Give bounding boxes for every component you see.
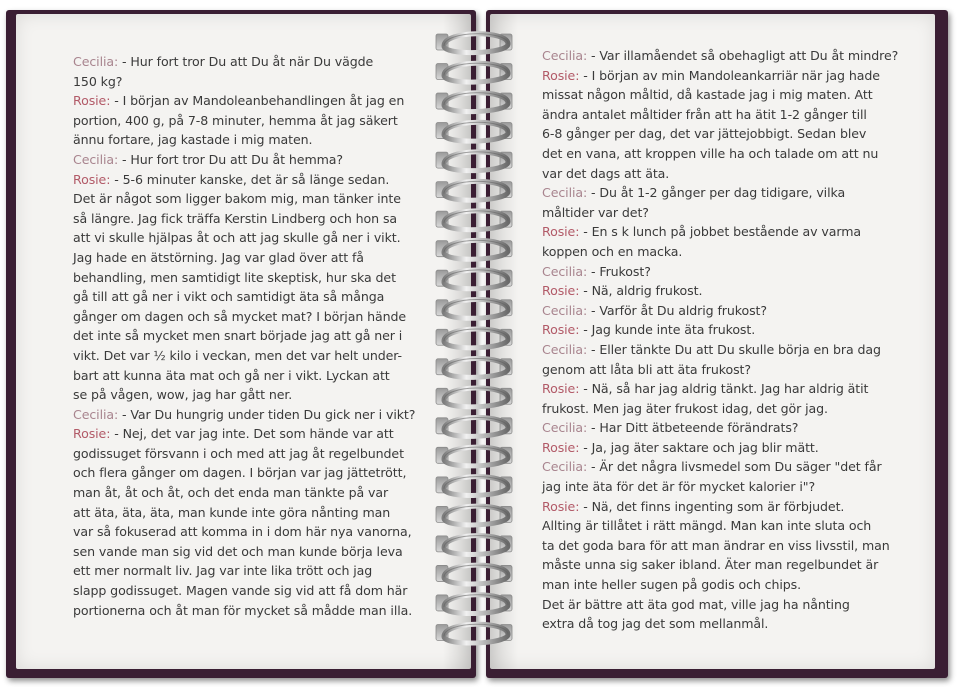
line-text: - Eller tänkte Du att Du skulle börja en bra dag xyxy=(587,341,881,357)
line-text: var så fokuserad att komma in i dom här nya vanorna, xyxy=(73,524,412,540)
speaker-label: Cecilia: xyxy=(542,459,588,475)
speaker-label: Rosie: xyxy=(73,426,111,442)
speaker-label: Cecilia: xyxy=(542,420,588,436)
line-text: - En s k lunch på jobbet bestående av varma xyxy=(579,224,861,240)
text-line xyxy=(73,326,423,346)
line-text: genom att låta bli att äta frukost? xyxy=(542,361,751,377)
spiral-ring xyxy=(436,93,512,112)
text-line xyxy=(73,130,423,150)
line-text: - Du åt 1-2 gånger per dag tidigare, vilka xyxy=(587,185,846,201)
line-text: - Nej, det var jag inte. Det som hände var att xyxy=(110,426,394,442)
line-text: och flera gånger om dagen. I början var jag jättetrött, xyxy=(73,465,407,481)
speaker-label: Cecilia: xyxy=(542,48,588,63)
text-line xyxy=(542,183,892,203)
text-line xyxy=(542,281,892,301)
line-text: gå till att gå ner i vikt och samtidigt äta så många xyxy=(73,289,385,305)
line-text: - Hur fort tror Du att Du åt när Du vägde xyxy=(118,54,374,69)
speaker-label: Cecilia: xyxy=(542,341,588,357)
text-line xyxy=(73,561,423,581)
line-text: extra då tog jag det som mellanmål. xyxy=(542,616,769,632)
spiral-ring xyxy=(436,418,512,437)
text-line xyxy=(73,170,423,190)
line-text: - Nä, så har jag aldrig tänkt. Jag har aldrig ätit xyxy=(579,381,869,397)
spiral-ring xyxy=(436,270,512,289)
line-text: portionerna och åt man för mycket så mådde man illa. xyxy=(73,602,413,618)
line-text: - Frukost? xyxy=(587,263,651,279)
line-text: portion, 400 g, på 7-8 minuter, hemma åt jag säkert xyxy=(73,112,398,128)
speaker-label: Rosie: xyxy=(542,224,580,240)
line-text: man inte heller sugen på godis och chips. xyxy=(542,577,802,593)
text-line xyxy=(542,438,892,458)
line-text: ta det goda bara för att man ändrar en viss livsstil, man xyxy=(542,537,890,553)
speaker-label: Rosie: xyxy=(542,498,580,514)
line-text: se på vågen, wow, jag har gått ner. xyxy=(73,387,293,403)
line-text: 6-8 gånger per dag, det var jättejobbigt. Sedan blev xyxy=(542,126,867,142)
line-text: - Nä, det finns ingenting som är förbjudet. xyxy=(579,498,845,514)
text-line xyxy=(542,457,892,477)
interview-text-right xyxy=(542,46,899,634)
line-text: Det är bättre att äta god mat, ville jag ha nånting xyxy=(542,596,850,612)
text-line xyxy=(73,307,423,327)
speaker-label: Cecilia: xyxy=(542,263,588,279)
line-text: ett mer normalt liv. Jag var inte lika trött och jag xyxy=(73,563,373,579)
line-text: så längre. Jag fick träffa Kerstin Lindberg och hon sa xyxy=(73,210,398,226)
line-text: - Hur fort tror Du att Du åt hemma? xyxy=(118,151,343,167)
text-line xyxy=(73,385,423,405)
spiral-ring xyxy=(436,447,512,466)
spiral-ring xyxy=(436,329,512,348)
line-text: Jag hade en ätstörning. Jag var glad över att få xyxy=(73,249,364,265)
line-text: - Nä, aldrig frukost. xyxy=(579,283,703,299)
text-line xyxy=(542,614,892,634)
line-text: - Var Du hungrig under tiden Du gick ner i vikt? xyxy=(118,406,416,422)
text-line xyxy=(542,222,892,242)
text-line xyxy=(73,542,423,562)
text-line xyxy=(542,46,899,66)
line-text: måste unna sig saker ibland. Äter man regelbundet är xyxy=(542,557,879,573)
text-line xyxy=(542,164,892,184)
spiral-ring xyxy=(436,477,512,496)
spiral-ring xyxy=(436,565,512,584)
spiral-ring xyxy=(436,63,512,82)
spiral-ring xyxy=(436,358,512,377)
text-line xyxy=(542,242,892,262)
text-line xyxy=(542,105,892,125)
spiral-binding xyxy=(434,22,522,662)
line-text: ändra antalet måltider från att ha ätit 1-2 gånger till xyxy=(542,106,867,122)
line-text: vikt. Det var ½ kilo i veckan, men det var helt under- xyxy=(73,347,402,363)
text-line xyxy=(542,379,892,399)
text-line xyxy=(73,463,423,483)
text-line xyxy=(542,418,892,438)
speaker-label: Cecilia: xyxy=(73,54,119,69)
text-line xyxy=(542,555,892,575)
text-line xyxy=(73,268,423,288)
line-text: bart att kunna äta mat och gå ner i vikt. Lyckan att xyxy=(73,367,390,383)
line-text: - Ja, jag äter saktare och jag blir mätt. xyxy=(579,439,819,455)
text-line xyxy=(542,536,892,556)
line-text: - I början av min Mandoleankarriär när jag hade xyxy=(579,67,880,83)
text-line xyxy=(542,66,892,86)
spiral-ring xyxy=(436,34,512,53)
text-line xyxy=(73,424,423,444)
text-line xyxy=(73,209,423,229)
line-text: sen vande man sig vid det och man kunde börja leva xyxy=(73,543,403,559)
line-text: - Varför åt Du aldrig frukost? xyxy=(587,302,767,318)
text-line xyxy=(542,144,892,164)
text-line xyxy=(542,340,892,360)
interview-text-left xyxy=(73,52,423,620)
line-text: ännu fortare, jag kastade i mig maten. xyxy=(73,132,313,148)
speaker-label: Rosie: xyxy=(542,381,580,397)
spiral-ring xyxy=(436,152,512,171)
text-line xyxy=(542,497,892,517)
text-line xyxy=(542,262,892,282)
line-text: - 5-6 minuter kanske, det är så länge sedan. xyxy=(110,171,390,187)
speaker-label: Cecilia: xyxy=(542,302,588,318)
line-text: jag inte äta för det är för mycket kalorier i"? xyxy=(542,479,816,495)
text-line xyxy=(73,150,423,170)
spiral-ring xyxy=(436,536,512,555)
text-line xyxy=(73,366,423,386)
text-line xyxy=(73,581,423,601)
text-line xyxy=(73,444,423,464)
line-text: att vi skulle hjälpas åt och att jag skulle gå ner i vikt. xyxy=(73,230,401,246)
text-line xyxy=(73,91,423,111)
text-line xyxy=(73,405,423,425)
spiral-ring xyxy=(436,595,512,614)
text-line xyxy=(73,503,423,523)
line-text: - Är det några livsmedel som Du säger "det får xyxy=(587,459,882,475)
text-line xyxy=(73,483,423,503)
text-line xyxy=(542,516,892,536)
text-line xyxy=(73,522,423,542)
text-line xyxy=(73,601,423,621)
line-text: måltider var det? xyxy=(542,204,649,220)
text-line xyxy=(73,346,423,366)
text-line xyxy=(542,360,892,380)
line-text: slapp godissuget. Magen vande sig vid att få dom här xyxy=(73,583,408,599)
spiral-ring xyxy=(436,624,512,643)
speaker-label: Rosie: xyxy=(542,283,580,299)
line-text: koppen och en macka. xyxy=(542,243,683,259)
line-text: godissuget försvann i och med att jag åt regelbundet xyxy=(73,445,404,461)
line-text: - Var illamåendet så obehagligt att Du åt mindre? xyxy=(587,48,899,63)
line-text: det inte så mycket men snart började jag att gå ner i xyxy=(73,328,403,344)
text-line xyxy=(73,287,423,307)
speaker-label: Cecilia: xyxy=(73,406,119,422)
speaker-label: Rosie: xyxy=(542,322,580,338)
spiral-ring xyxy=(436,388,512,407)
line-text: var det dags att äta. xyxy=(542,165,670,181)
text-line xyxy=(542,203,892,223)
text-line xyxy=(542,595,892,615)
line-text: behandling, men samtidigt lite skeptisk, hur ska det xyxy=(73,269,396,285)
text-line xyxy=(542,301,892,321)
text-line xyxy=(73,228,423,248)
text-line xyxy=(542,399,892,419)
speaker-label: Cecilia: xyxy=(73,151,119,167)
speaker-label: Rosie: xyxy=(73,93,111,109)
line-text: man åt, åt och åt, och det enda man tänkte på var xyxy=(73,485,389,501)
text-line xyxy=(73,248,423,268)
spiral-ring xyxy=(436,299,512,318)
line-text: 150 kg? xyxy=(73,73,123,89)
text-line xyxy=(542,320,892,340)
speaker-label: Rosie: xyxy=(542,439,580,455)
line-text: att äta, äta, äta, man kunde inte göra nånting man xyxy=(73,504,391,520)
text-line xyxy=(542,85,892,105)
text-line xyxy=(542,575,892,595)
line-text: gånger om dagen och så mycket mat? I början hände xyxy=(73,308,407,324)
line-text: det en vana, att kroppen ville ha och talade om att nu xyxy=(542,145,879,161)
line-text: Det är något som ligger bakom mig, man tänker inte xyxy=(73,191,401,207)
text-line xyxy=(73,189,423,209)
text-line xyxy=(73,52,423,72)
speaker-label: Cecilia: xyxy=(542,185,588,201)
line-text: - Jag kunde inte äta frukost. xyxy=(579,322,756,338)
spiral-ring xyxy=(436,240,512,259)
text-line xyxy=(73,72,423,92)
line-text: frukost. Men jag äter frukost idag, det gör jag. xyxy=(542,400,828,416)
spiral-ring xyxy=(436,181,512,200)
text-line xyxy=(542,124,892,144)
line-text: - Har Ditt ätbeteende förändrats? xyxy=(587,420,799,436)
speaker-label: Rosie: xyxy=(542,67,580,83)
line-text: - I början av Mandoleanbehandlingen åt jag en xyxy=(110,93,405,109)
text-line xyxy=(73,111,423,131)
speaker-label: Rosie: xyxy=(73,171,111,187)
spiral-ring xyxy=(436,211,512,230)
text-line xyxy=(542,477,892,497)
spiral-ring xyxy=(436,122,512,141)
line-text: Allting är tillåtet i rätt mängd. Man kan inte sluta och xyxy=(542,518,872,534)
spiral-ring xyxy=(436,506,512,525)
line-text: missat någon måltid, då kastade jag i mig maten. Att xyxy=(542,87,873,103)
